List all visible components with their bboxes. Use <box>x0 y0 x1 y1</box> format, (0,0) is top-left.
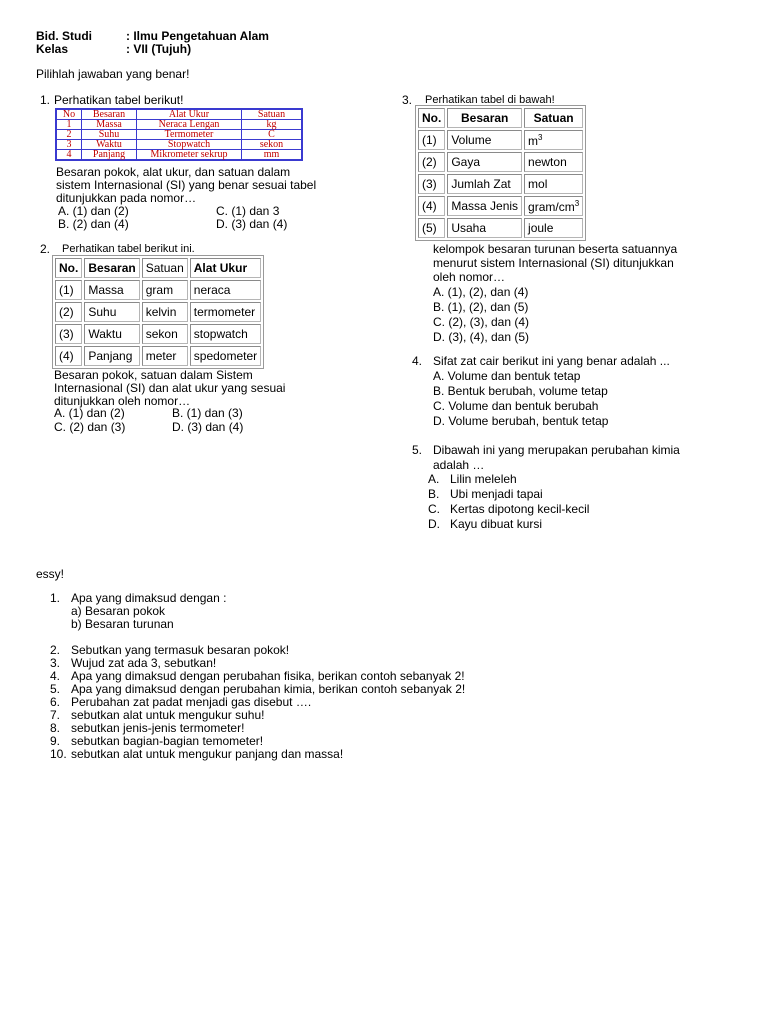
q3-number: 3. <box>402 93 413 107</box>
essay-item <box>71 617 174 631</box>
q3-table-cell: Usaha <box>447 218 522 238</box>
essay-item-text: Apa yang dimaksud dengan perubahan kimia, berikan contoh sebanyak 2! <box>71 682 466 696</box>
q1-table-cell: 2 <box>56 130 82 140</box>
q1-table-header: Besaran <box>82 109 137 120</box>
essay-item-text: b) Besaran turunan <box>71 617 174 631</box>
essay-item <box>50 695 311 709</box>
subject-value: : Ilmu Pengetahuan Alam <box>126 29 269 43</box>
instruction: Pilihlah jawaban yang benar! <box>36 67 190 81</box>
q5-option-a-letter: A. <box>428 472 440 486</box>
essay-item <box>50 591 226 605</box>
q3-unit: gram/cm <box>528 199 575 214</box>
q3-table-cell: (3) <box>418 174 445 194</box>
subject-line <box>36 29 269 43</box>
q3-option-b[interactable]: B. (1), (2), dan (5) <box>433 300 529 314</box>
q5-option-a[interactable] <box>428 472 517 486</box>
q5-option-c-letter: C. <box>428 502 440 516</box>
q1-text-1: Besaran pokok, alat ukur, dan satuan dalam <box>56 165 291 179</box>
q2-text-1: Besaran pokok, satuan dalam Sistem <box>54 368 253 382</box>
q1-table-cell: Panjang <box>82 150 137 161</box>
essay-item-text: sebutkan jenis-jenis termometer! <box>71 721 245 735</box>
q2-prompt: Perhatikan tabel berikut ini. <box>62 243 195 255</box>
q3-unit-exponent: 3 <box>538 132 543 142</box>
q1-table-cell: Mikrometer sekrup <box>137 150 242 161</box>
q1-table-cell: C <box>242 130 303 140</box>
q3-table-cell: (2) <box>418 152 445 172</box>
q2-table-header: Alat Ukur <box>190 258 261 278</box>
q4-prompt: Sifat zat cair berikut ini yang benar adalah ... <box>433 354 670 368</box>
q3-table-cell: Massa Jenis <box>447 196 522 216</box>
q2-text-2: Internasional (SI) dan alat ukur yang sesuai <box>54 381 286 395</box>
q1-text-3: ditunjukkan pada nomor… <box>56 191 197 205</box>
q4-option-d[interactable]: D. Volume berubah, bentuk tetap <box>433 414 609 428</box>
class-line <box>36 42 191 56</box>
q1-option-d[interactable]: D. (3) dan (4) <box>216 217 288 231</box>
q2-table-cell: (2) <box>55 302 82 322</box>
essay-item-number: 9. <box>50 734 61 748</box>
essay-item-text: Apa yang dimaksud dengan perubahan fisika, berikan contoh sebanyak 2! <box>71 669 465 683</box>
essay-item-number: 4. <box>50 669 61 683</box>
q1-text-2: sistem Internasional (SI) yang benar sesuai tabel <box>56 178 317 192</box>
q2-table-cell: meter <box>142 346 188 366</box>
q2-table-cell: Massa <box>84 280 139 300</box>
q3-text-3: oleh nomor… <box>433 270 506 284</box>
q5-number: 5. <box>412 443 423 457</box>
q3-prompt: Perhatikan tabel di bawah! <box>425 94 555 106</box>
essay-item <box>50 721 244 735</box>
q1-table-cell: Neraca Lengan <box>137 120 242 130</box>
q3-table-header: No. <box>418 108 445 128</box>
q1-table <box>55 108 303 161</box>
q3-table-cell: Jumlah Zat <box>447 174 522 194</box>
q5-option-a-text: Lilin meleleh <box>450 472 517 486</box>
essay-item <box>50 643 289 657</box>
q4-option-a[interactable]: A. Volume dan bentuk tetap <box>433 369 581 383</box>
q2-table-header: Satuan <box>142 258 188 278</box>
essay-item-text: Apa yang dimaksud dengan : <box>71 591 227 605</box>
essay-item-number: 6. <box>50 695 61 709</box>
q3-table-cell: (5) <box>418 218 445 238</box>
class-value: : VII (Tujuh) <box>126 42 192 56</box>
essay-item <box>50 747 343 761</box>
q1-table-cell: 3 <box>56 140 82 150</box>
q3-unit-exponent: 3 <box>574 198 580 208</box>
essay-title: essy! <box>36 567 65 581</box>
q3-table-cell: newton <box>524 152 583 172</box>
q5-option-b-letter: B. <box>428 487 440 501</box>
essay-item-text: a) Besaran pokok <box>71 604 166 618</box>
q5-option-c[interactable] <box>428 502 589 516</box>
essay-item <box>50 669 465 683</box>
q3-table-header: Satuan <box>524 108 583 128</box>
q2-table-cell: spedometer <box>190 346 261 366</box>
q3-table-cell <box>524 196 583 216</box>
q3-option-c[interactable]: C. (2), (3), dan (4) <box>433 315 530 329</box>
essay-item <box>50 682 465 696</box>
essay-item-number: 8. <box>50 721 61 735</box>
q1-table-header: No <box>56 109 82 120</box>
q2-table-cell: kelvin <box>142 302 188 322</box>
essay-item <box>50 656 216 670</box>
q5-option-b[interactable] <box>428 487 543 501</box>
q3-text-2: menurut sistem Internasional (SI) ditunjukkan <box>433 256 674 270</box>
q2-text-3: ditunjukkan oleh nomor… <box>54 394 191 408</box>
q2-table-cell: Suhu <box>84 302 139 322</box>
q1-table-cell: 1 <box>56 120 82 130</box>
q2-number: 2. <box>40 242 51 256</box>
q3-table-cell: (1) <box>418 130 445 150</box>
q2-table-cell: Panjang <box>84 346 139 366</box>
q3-table-cell: (4) <box>418 196 445 216</box>
essay-item-text: sebutkan alat untuk mengukur suhu! <box>71 708 265 722</box>
q1-table-cell: kg <box>242 120 303 130</box>
q3-table-cell: joule <box>524 218 583 238</box>
essay-item-number: 2. <box>50 643 61 657</box>
q1-table-cell: 4 <box>56 150 82 161</box>
essay-item-number: 3. <box>50 656 61 670</box>
essay-item <box>50 734 263 748</box>
q1-table-cell: Massa <box>82 120 137 130</box>
q1-table-cell: mm <box>242 150 303 161</box>
essay-item-number: 5. <box>50 682 61 696</box>
q1-table-header: Satuan <box>242 109 303 120</box>
q2-table <box>52 255 264 369</box>
q1-option-c[interactable]: C. (1) dan 3 <box>216 204 280 218</box>
q2-table-cell: termometer <box>190 302 261 322</box>
q5-option-b-text: Ubi menjadi tapai <box>450 487 543 501</box>
q5-prompt-1: Dibawah ini yang merupakan perubahan kimia <box>433 443 680 457</box>
q3-unit: m <box>528 133 539 148</box>
q4-option-b[interactable]: B. Bentuk berubah, volume tetap <box>433 384 608 398</box>
class-label: Kelas <box>36 42 69 56</box>
q2-table-cell: (3) <box>55 324 82 344</box>
essay-item <box>71 604 165 618</box>
q1-table-header: Alat Ukur <box>137 109 242 120</box>
q5-prompt-2: adalah … <box>433 458 485 472</box>
q1-prompt: Perhatikan tabel berikut! <box>54 93 184 107</box>
essay-item-number: 1. <box>50 591 61 605</box>
q2-table-cell: stopwatch <box>190 324 261 344</box>
q2-table-header: Besaran <box>84 258 139 278</box>
essay-item-text: Wujud zat ada 3, sebutkan! <box>71 656 217 670</box>
q3-text-1: kelompok besaran turunan beserta satuannya <box>433 242 678 256</box>
q2-table-cell: gram <box>142 280 188 300</box>
q1-table-cell: Waktu <box>82 140 137 150</box>
q3-table-cell: Gaya <box>447 152 522 172</box>
essay-item-text: Perubahan zat padat menjadi gas disebut …. <box>71 695 312 709</box>
essay-item-number: 10. <box>50 747 67 761</box>
q5-option-d[interactable] <box>428 517 542 531</box>
q1-table-cell: Termometer <box>137 130 242 140</box>
essay-item-text: Sebutkan yang termasuk besaran pokok! <box>71 643 290 657</box>
q3-option-d[interactable]: D. (3), (4), dan (5) <box>433 330 530 344</box>
q2-table-cell: (1) <box>55 280 82 300</box>
q3-table <box>415 105 586 241</box>
q3-option-a[interactable]: A. (1), (2), dan (4) <box>433 285 529 299</box>
q2-option-a[interactable]: A. (1) dan (2) <box>54 406 125 420</box>
q1-option-a[interactable]: A. (1) dan (2) <box>58 204 129 218</box>
q1-table-cell: sekon <box>242 140 303 150</box>
q1-option-b[interactable]: B. (2) dan (4) <box>58 217 129 231</box>
q5-option-d-text: Kayu dibuat kursi <box>450 517 543 531</box>
q3-table-cell: Volume <box>447 130 522 150</box>
q1-number: 1. <box>40 93 51 107</box>
q2-table-cell: neraca <box>190 280 261 300</box>
q4-option-c[interactable]: C. Volume dan bentuk berubah <box>433 399 599 413</box>
subject-label: Bid. Studi <box>36 29 92 43</box>
q2-option-d[interactable]: D. (3) dan (4) <box>172 420 244 434</box>
q3-table-cell: mol <box>524 174 583 194</box>
q3-table-header: Besaran <box>447 108 522 128</box>
q2-table-cell: sekon <box>142 324 188 344</box>
q2-table-cell: Waktu <box>84 324 139 344</box>
q5-option-d-letter: D. <box>428 517 440 531</box>
essay-item-number: 7. <box>50 708 61 722</box>
q4-number: 4. <box>412 354 423 368</box>
q2-table-cell: (4) <box>55 346 82 366</box>
q3-table-cell <box>524 130 583 150</box>
q1-table-cell: Suhu <box>82 130 137 140</box>
q1-table-cell: Stopwatch <box>137 140 242 150</box>
q2-option-c[interactable]: C. (2) dan (3) <box>54 420 126 434</box>
essay-item <box>50 708 264 722</box>
q2-table-header: No. <box>55 258 82 278</box>
essay-item-text: sebutkan bagian-bagian temometer! <box>71 734 264 748</box>
essay-item-text: sebutkan alat untuk mengukur panjang dan massa! <box>71 747 344 761</box>
q5-option-c-text: Kertas dipotong kecil-kecil <box>450 502 590 516</box>
q2-option-b[interactable]: B. (1) dan (3) <box>172 406 243 420</box>
